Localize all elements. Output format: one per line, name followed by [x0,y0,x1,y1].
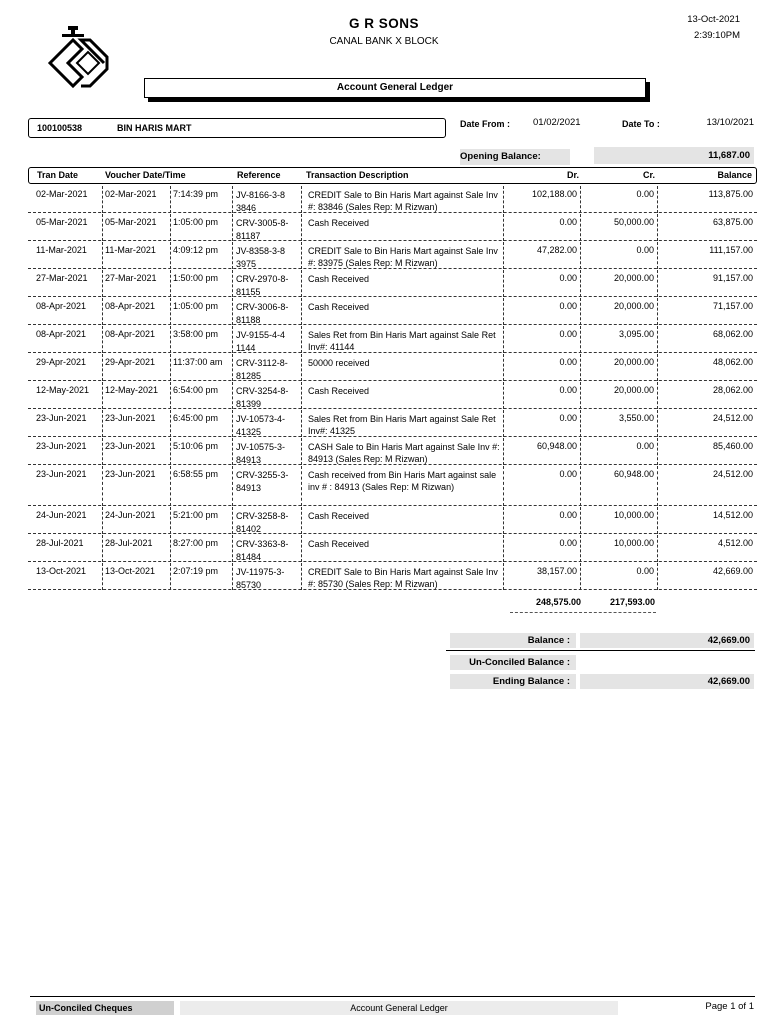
column-divider [580,410,581,437]
reference-cell: CRV-2970-8- 81155 [236,274,289,297]
voucher-date-cell: 24-Jun-2021 [105,510,156,520]
column-divider [301,270,302,297]
column-divider [301,507,302,534]
column-divider [503,535,504,562]
reference-cell: JV-8358-3-8 3975 [236,246,286,269]
column-divider [657,382,658,409]
report-title: Account General Ledger [144,78,646,98]
table-row [28,214,757,241]
column-divider [170,563,171,590]
balance-cell: 14,512.00 [712,510,753,520]
column-divider [580,298,581,325]
table-row [28,354,757,381]
column-divider [301,563,302,590]
column-divider [102,326,103,353]
footer-unconciled-cheques: Un-Conciled Cheques [36,1001,174,1015]
column-divider [580,535,581,562]
column-divider [232,563,233,590]
column-divider [301,354,302,381]
ending-balance-value: 42,669.00 [580,674,754,689]
description-cell: CREDIT Sale to Bin Haris Mart against Sale Inv #: 85730 (Sales Rep: M Rizwan) [308,567,498,589]
column-divider [232,410,233,437]
balance-cell: 28,062.00 [712,385,753,395]
balance-cell: 24,512.00 [712,469,753,479]
column-divider [102,186,103,213]
reference-cell: JV-10573-4- 41325 [236,414,286,437]
column-divider [170,438,171,465]
column-divider [657,507,658,534]
cr-cell: 3,550.00 [618,413,654,423]
balance-label: Balance : [450,633,576,648]
column-divider [170,242,171,269]
row-divider [28,240,757,241]
column-divider [580,563,581,590]
column-divider [102,354,103,381]
table-row [28,270,757,297]
column-divider [657,410,658,437]
column-divider [232,382,233,409]
balance-cell: 111,157.00 [709,245,753,255]
cr-cell: 20,000.00 [613,385,654,395]
description-cell: Cash Received [308,302,370,312]
description-cell: Cash Received [308,511,370,521]
col-voucher: Voucher Date/Time [105,170,186,180]
row-divider [28,408,757,409]
cr-cell: 10,000.00 [613,538,654,548]
column-divider [580,186,581,213]
dr-cell: 60,948.00 [536,441,577,451]
dr-cell: 47,282.00 [536,245,577,255]
voucher-time-cell: 11:37:00 am [173,357,223,367]
column-divider [170,507,171,534]
column-divider [657,270,658,297]
dr-cell: 0.00 [559,273,577,283]
table-row [28,186,757,213]
branch-name: CANAL BANK X BLOCK [329,36,439,47]
column-divider [170,382,171,409]
column-divider [170,298,171,325]
column-divider [102,507,103,534]
table-row [28,535,757,562]
voucher-date-cell: 23-Jun-2021 [105,413,156,423]
column-divider [232,214,233,241]
column-divider [657,326,658,353]
cr-cell: 0.00 [636,441,654,451]
column-divider [657,438,658,465]
row-divider [28,268,757,269]
tran-date-cell: 12-May-2021 [36,385,90,395]
table-row [28,242,757,269]
col-dr: Dr. [566,170,579,180]
column-divider [170,466,171,506]
reference-cell: CRV-3255-3- 84913 [236,470,289,493]
voucher-date-cell: 12-May-2021 [105,385,159,395]
row-divider [28,561,757,562]
balance-cell: 48,062.00 [712,357,753,367]
tran-date-cell: 11-Mar-2021 [36,245,87,255]
description-cell: CREDIT Sale to Bin Haris Mart against Sale Inv #: 83975 (Sales Rep: M Rizwan) [308,246,498,268]
total-cr: 217,593.00 [609,597,655,607]
table-row [28,298,757,325]
reference-cell: CRV-3254-8- 81399 [236,386,289,409]
table-row [28,466,757,506]
balance-cell: 91,157.00 [712,273,753,283]
description-cell: Sales Ret from Bin Haris Mart against Sale Ret Inv#: 41325 [308,414,496,436]
column-divider [657,298,658,325]
row-divider [28,352,757,353]
cr-cell: 10,000.00 [613,510,654,520]
tran-date-cell: 13-Oct-2021 [36,566,87,576]
column-divider [170,354,171,381]
column-divider [580,382,581,409]
column-divider [580,507,581,534]
balance-cell: 113,875.00 [708,189,753,199]
column-divider [503,354,504,381]
column-divider [170,214,171,241]
voucher-date-cell: 05-Mar-2021 [105,217,157,227]
row-divider [28,533,757,534]
column-divider [102,270,103,297]
column-divider [232,298,233,325]
column-divider [503,214,504,241]
description-cell: 50000 received [308,358,370,368]
ending-balance-label: Ending Balance : [450,674,576,689]
dr-cell: 0.00 [559,413,577,423]
cr-cell: 0.00 [636,189,654,199]
column-divider [503,507,504,534]
balance-value: 42,669.00 [580,633,754,648]
date-to-value: 13/10/2021 [706,117,754,128]
column-divider [102,382,103,409]
date-from-label: Date From : [460,119,511,129]
cr-cell: 50,000.00 [613,217,654,227]
column-divider [657,466,658,506]
column-divider [301,466,302,506]
column-divider [580,466,581,506]
column-divider [657,563,658,590]
voucher-time-cell: 7:14:39 pm [173,189,219,199]
column-divider [503,466,504,506]
reference-cell: JV-8166-3-8 3846 [236,190,286,213]
column-divider [503,298,504,325]
column-divider [580,438,581,465]
dr-cell: 0.00 [559,385,577,395]
dr-cell: 0.00 [559,469,577,479]
balance-cell: 63,875.00 [712,217,753,227]
tran-date-cell: 24-Jun-2021 [36,510,87,520]
unconciled-balance-value [580,655,754,670]
column-divider [580,242,581,269]
tran-date-cell: 08-Apr-2021 [36,301,87,311]
table-row [28,410,757,437]
column-divider [580,214,581,241]
column-divider [503,326,504,353]
unconciled-balance-label: Un-Conciled Balance : [450,655,576,670]
column-divider [503,270,504,297]
column-divider [301,186,302,213]
column-divider [232,535,233,562]
column-divider [503,382,504,409]
description-cell: CREDIT Sale to Bin Haris Mart against Sale Inv #: 83846 (Sales Rep: M Rizwan) [308,190,498,212]
voucher-date-cell: 13-Oct-2021 [105,566,156,576]
account-name: BIN HARIS MART [117,123,192,133]
table-row [28,438,757,465]
col-tran-date: Tran Date [37,170,79,180]
date-from-value: 01/02/2021 [533,117,581,128]
cr-cell: 20,000.00 [613,357,654,367]
voucher-time-cell: 5:10:06 pm [173,441,219,451]
row-divider [28,589,757,590]
footer-report-title: Account General Ledger [180,1001,618,1015]
voucher-time-cell: 6:58:55 pm [173,469,219,479]
table-row [28,563,757,590]
column-divider [301,410,302,437]
column-divider [102,242,103,269]
row-divider [28,380,757,381]
column-divider [503,410,504,437]
voucher-date-cell: 28-Jul-2021 [105,538,153,548]
description-cell: Cash received from Bin Haris Mart against sale inv # : 84913 (Sales Rep: M Rizwan) [308,470,497,492]
column-divider [102,466,103,506]
table-row [28,326,757,353]
column-divider [232,186,233,213]
totals-underline [510,612,656,613]
column-divider [102,298,103,325]
voucher-date-cell: 08-Apr-2021 [105,301,156,311]
dr-cell: 102,188.00 [531,189,577,199]
dr-cell: 0.00 [559,301,577,311]
tran-date-cell: 23-Jun-2021 [36,441,87,451]
column-divider [301,535,302,562]
voucher-date-cell: 27-Mar-2021 [105,273,157,283]
description-cell: CASH Sale to Bin Haris Mart against Sale Inv #: 84913 (Sales Rep: M Rizwan) [308,442,500,464]
column-divider [232,270,233,297]
voucher-time-cell: 6:54:00 pm [173,385,219,395]
row-divider [28,324,757,325]
description-cell: Sales Ret from Bin Haris Mart against Sale Ret Inv#: 41144 [308,330,496,352]
description-cell: Cash Received [308,218,370,228]
column-divider [301,214,302,241]
voucher-time-cell: 8:27:00 pm [173,538,219,548]
column-divider [503,186,504,213]
voucher-time-cell: 1:05:00 pm [173,301,219,311]
column-divider [102,563,103,590]
footer-divider [30,996,755,997]
table-header [28,167,757,184]
balance-cell: 71,157.00 [712,301,753,311]
col-description: Transaction Description [306,170,409,180]
column-divider [301,242,302,269]
voucher-date-cell: 23-Jun-2021 [105,469,156,479]
row-divider [28,296,757,297]
balance-cell: 24,512.00 [712,413,753,423]
col-cr: Cr. [642,170,655,180]
cr-cell: 0.00 [636,245,654,255]
dr-cell: 0.00 [559,357,577,367]
voucher-time-cell: 6:45:00 pm [173,413,219,423]
column-divider [232,438,233,465]
column-divider [170,270,171,297]
description-cell: Cash Received [308,386,370,396]
column-divider [503,438,504,465]
dr-cell: 0.00 [559,217,577,227]
column-divider [657,354,658,381]
row-divider [28,505,757,506]
column-divider [301,438,302,465]
reference-cell: JV-11975-3- 85730 [236,567,285,590]
column-divider [580,270,581,297]
cr-cell: 3,095.00 [618,329,654,339]
dr-cell: 0.00 [559,510,577,520]
table-row [28,382,757,409]
date-to-label: Date To : [622,119,660,129]
column-divider [232,466,233,506]
voucher-date-cell: 23-Jun-2021 [105,441,156,451]
opening-balance-value: 11,687.00 [594,147,754,164]
voucher-time-cell: 5:21:00 pm [173,510,219,520]
reference-cell: CRV-3363-8- 81484 [236,539,289,562]
column-divider [232,326,233,353]
tran-date-cell: 05-Mar-2021 [36,217,88,227]
reference-cell: CRV-3258-8- 81402 [236,511,289,534]
column-divider [102,410,103,437]
cr-cell: 20,000.00 [613,273,654,283]
total-dr: 248,575.00 [535,597,581,607]
balance-cell: 68,062.00 [712,329,753,339]
column-divider [102,214,103,241]
print-date: 13-Oct-2021 [687,14,740,25]
table-row [28,507,757,534]
column-divider [102,535,103,562]
reference-cell: JV-10575-3- 84913 [236,442,286,465]
voucher-date-cell: 02-Mar-2021 [105,189,157,199]
cr-cell: 60,948.00 [613,469,654,479]
column-divider [657,535,658,562]
opening-balance-label: Opening Balance: [460,149,570,165]
cr-cell: 0.00 [636,566,654,576]
account-box [28,118,446,138]
row-divider [28,436,757,437]
col-reference: Reference [237,170,281,180]
column-divider [232,242,233,269]
column-divider [580,354,581,381]
column-divider [580,326,581,353]
column-divider [301,382,302,409]
column-divider [232,354,233,381]
reference-cell: CRV-3006-8- 81188 [236,302,289,325]
voucher-time-cell: 1:50:00 pm [173,273,219,283]
reference-cell: JV-9155-4-4 1144 [236,330,286,353]
print-time: 2:39:10PM [694,30,740,41]
row-divider [28,212,757,213]
balance-cell: 85,460.00 [712,441,753,451]
tran-date-cell: 28-Jul-2021 [36,538,84,548]
company-name: G R SONS [348,16,419,31]
voucher-time-cell: 1:05:00 pm [173,217,219,227]
column-divider [657,242,658,269]
summary-divider [446,650,755,651]
col-balance: Balance [717,170,752,180]
description-cell: Cash Received [308,274,370,284]
account-code: 100100538 [37,123,83,133]
tran-date-cell: 23-Jun-2021 [36,413,87,423]
column-divider [301,298,302,325]
column-divider [102,438,103,465]
voucher-time-cell: 3:58:00 pm [173,329,219,339]
column-divider [170,326,171,353]
tran-date-cell: 29-Apr-2021 [36,357,87,367]
reference-cell: CRV-3005-8- 81187 [236,218,289,241]
tran-date-cell: 23-Jun-2021 [36,469,87,479]
voucher-time-cell: 2:07:19 pm [173,566,219,576]
column-divider [170,535,171,562]
column-divider [170,410,171,437]
column-divider [503,242,504,269]
tran-date-cell: 08-Apr-2021 [36,329,87,339]
column-divider [232,507,233,534]
cr-cell: 20,000.00 [613,301,654,311]
tran-date-cell: 02-Mar-2021 [36,189,88,199]
voucher-date-cell: 08-Apr-2021 [105,329,156,339]
dr-cell: 0.00 [559,329,577,339]
tran-date-cell: 27-Mar-2021 [36,273,88,283]
description-cell: Cash Received [308,539,370,549]
balance-cell: 4,512.00 [717,538,753,548]
dr-cell: 0.00 [559,538,577,548]
dr-cell: 38,157.00 [536,566,577,576]
voucher-date-cell: 29-Apr-2021 [105,357,156,367]
column-divider [170,186,171,213]
balance-cell: 42,669.00 [712,566,753,576]
voucher-time-cell: 4:09:12 pm [173,245,219,255]
column-divider [301,326,302,353]
column-divider [503,563,504,590]
column-divider [657,186,658,213]
column-divider [657,214,658,241]
footer-page-number: Page 1 of 1 [705,1001,754,1012]
reference-cell: CRV-3112-8- 81285 [236,358,288,381]
voucher-date-cell: 11-Mar-2021 [105,245,156,255]
row-divider [28,464,757,465]
